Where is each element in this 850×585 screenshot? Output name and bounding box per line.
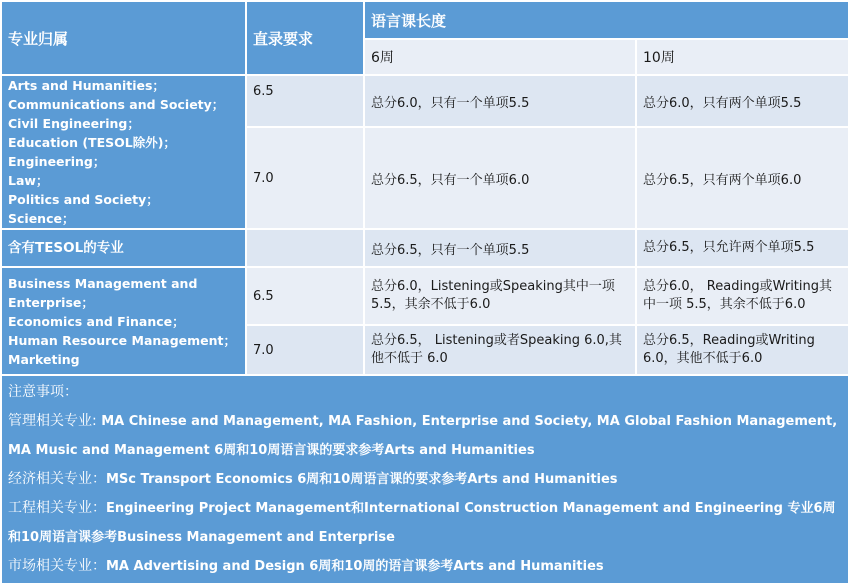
note-text: MSc Transport Economics 6周和10周语言课的要求参考Arts and Humanities (106, 472, 618, 487)
major-line: Engineering； (8, 154, 106, 169)
major-line: Business Management and Enterprise； (8, 275, 198, 310)
header-6-weeks: 6周 (364, 39, 636, 75)
major-line: Arts and Humanities； (8, 78, 165, 93)
header-major: 专业归属 (1, 1, 246, 75)
note-label: 管理相关专业: (8, 413, 97, 429)
note-label: 经济相关专业： (8, 471, 106, 487)
note-text: Engineering Project Management和International Construction Management and Engineering 专业6周和10周语言课参考Business Management and Enterprise (8, 501, 836, 545)
major-line: Politics and Society； (8, 192, 159, 207)
notes-section (1, 375, 849, 584)
direct-entry-value: 6.5 (246, 267, 364, 325)
ten-week-requirement: 总分6.0， Reading或Writing其中一项 5.5，其余不低于6.0 (636, 267, 849, 325)
note-text: MA Chinese and Management, MA Fashion, Enterprise and Society, MA Global Fashion Management, MA Music and Management 6周和10周语言课的要求参考Arts and Humanities (8, 414, 838, 458)
note-economics (8, 465, 842, 494)
major-cell-arts (1, 75, 246, 229)
direct-entry-value: 6.5 (246, 75, 364, 127)
note-engineering (8, 494, 842, 552)
direct-entry-value: 7.0 (246, 127, 364, 229)
major-line: Science； (8, 211, 75, 226)
six-week-requirement: 总分6.5， Listening或者Speaking 6.0,其他不低于 6.0 (364, 325, 636, 375)
notes-title: 注意事项： (8, 384, 78, 400)
note-label: 市场相关专业： (8, 558, 106, 574)
six-week-requirement: 总分6.5，只有一个单项5.5 (364, 229, 636, 267)
major-line: Education (TESOL除外)； (8, 135, 176, 150)
ten-week-requirement: 总分6.5，只有两个单项6.0 (636, 127, 849, 229)
direct-entry-value: 7.0 (246, 325, 364, 375)
major-line: Human Resource Management； (8, 332, 237, 348)
note-label: 工程相关专业： (8, 500, 106, 516)
header-10-weeks: 10周 (636, 39, 849, 75)
six-week-requirement: 总分6.0，只有一个单项5.5 (364, 75, 636, 127)
major-line: Law； (8, 173, 49, 188)
major-line: Marketing (8, 351, 80, 367)
note-management (8, 407, 842, 465)
six-week-requirement: 总分6.5，只有一个单项6.0 (364, 127, 636, 229)
major-cell-tesol: 含有TESOL的专业 (1, 229, 246, 267)
major-cell-business (1, 267, 246, 375)
note-text: MA Advertising and Design 6周和10周的语言课参考Arts and Humanities (106, 559, 604, 574)
header-direct-entry: 直录要求 (246, 1, 364, 75)
note-marketing (8, 552, 842, 581)
header-course-length: 语言课长度 (364, 1, 849, 39)
ten-week-requirement: 总分6.5，只允许两个单项5.5 (636, 229, 849, 267)
ten-week-requirement: 总分6.0，只有两个单项5.5 (636, 75, 849, 127)
major-line: Civil Engineering； (8, 116, 140, 131)
major-line: Communications and Society； (8, 97, 225, 112)
ten-week-requirement: 总分6.5，Reading或Writing 6.0，其他不低于6.0 (636, 325, 849, 375)
direct-entry-value (246, 229, 364, 267)
major-line: Economics and Finance； (8, 313, 185, 329)
six-week-requirement: 总分6.0，Listening或Speaking其中一项 5.5，其余不低于6.0 (364, 267, 636, 325)
